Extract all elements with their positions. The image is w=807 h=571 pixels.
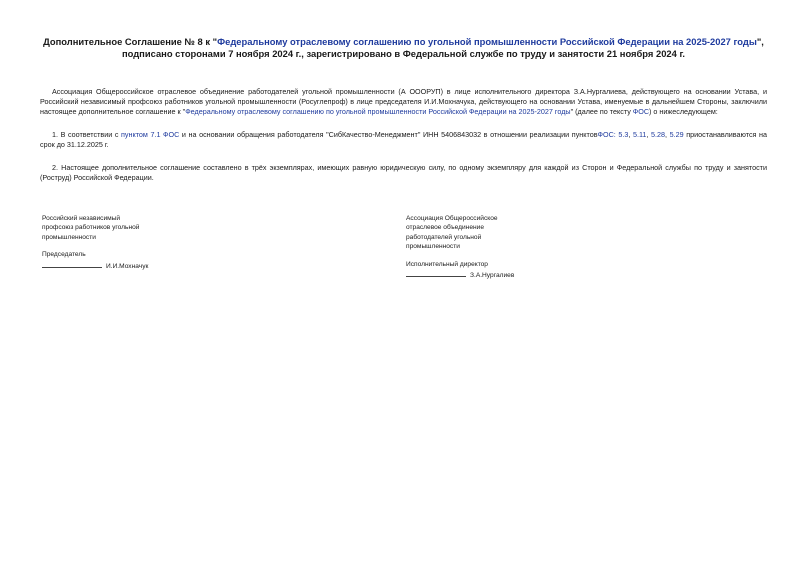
signature-block-left: [42, 214, 222, 271]
signatory-role-right: Исполнительный директор: [406, 260, 488, 268]
clause-1-text-2: и на основании обращения работодателя "СибКачество-Менеджмент" ИНН 5406843032 в отношении реализации пунктов: [179, 130, 598, 139]
signatory-name-left: И.И.Мохначук: [106, 262, 149, 270]
preamble-paragraph: [40, 87, 767, 117]
signature-underline: [42, 267, 102, 268]
signatory-org-right: Ассоциация Общероссийское отраслевое объединение работодателей угольной промышленности: [406, 215, 498, 251]
title-agreement-link[interactable]: Федеральному отраслевому соглашению по угольной промышленности Российской Федерации на 2025-2027 годы: [217, 36, 757, 47]
preamble-text-3: ) о нижеследующем:: [649, 107, 718, 116]
title-registration-line: подписано сторонами 7 ноября 2024 г., зарегистрировано в Федеральной службе по труду и занятости 21 ноября 2024 г.: [121, 48, 686, 59]
clause-7-1-link[interactable]: пунктом 7.1 ФОС: [121, 130, 180, 139]
preamble-fos-link[interactable]: ФОС: [632, 107, 650, 116]
signature-line-left: [42, 262, 222, 271]
clause-1-text: 1. В соответствии с: [52, 130, 122, 139]
signature-line-right: [406, 271, 586, 280]
fos-5-3-link[interactable]: ФОС: 5.3: [597, 130, 629, 139]
preamble-text-2: " (далее по тексту: [570, 107, 633, 116]
fos-5-11-link[interactable]: 5.11: [632, 130, 647, 139]
preamble-text: Ассоциация Общероссийское отраслевое объединение работодателей угольной промышленности (А ОООРУП) в лице исполнительного директора З.А.Нургалиева, действующего на основании Устава, и Российский независимый профсоюз работников угольной промышленности (Росуглепроф) в лице председателя И.И.Мохначука, действующего на основании Устава, именуемые в дальнейшем Стороны, заключили настоящее дополнительное соглашение к ": [40, 87, 767, 116]
clause-2-paragraph: 2. Настоящее дополнительное соглашение составлено в трёх экземплярах, имеющих равную юридическую силу, по одному экземпляру для каждой из Сторон и Федеральной службы по труду и занятости (Роструд) Российской Федерации.: [40, 163, 767, 182]
fos-5-28-link[interactable]: 5.28: [651, 130, 666, 139]
title-suffix: ",: [756, 36, 764, 47]
signatory-name-right: З.А.Нургалиев: [470, 272, 515, 280]
signatory-org-left: Российский независимый профсоюз работников угольной промышленности: [42, 215, 140, 241]
document-title: [40, 36, 767, 60]
fos-5-29-link[interactable]: 5.29: [669, 130, 684, 139]
separator: ,: [628, 130, 633, 139]
clause-1-paragraph: [40, 130, 767, 150]
title-prefix: Дополнительное Соглашение № 8 к ": [43, 36, 218, 47]
signature-underline: [406, 276, 466, 277]
separator: ,: [665, 130, 670, 139]
preamble-agreement-link[interactable]: Федеральному отраслевому соглашению по угольной промышленности Российской Федерации на 2025-2027 годы: [185, 107, 571, 116]
separator: ,: [646, 130, 652, 139]
clause-1-text-3: приостанавливаются на срок до 31.12.2025 г.: [40, 130, 768, 149]
signature-block-right: [406, 214, 586, 280]
signatory-role-left: Председатель: [42, 251, 86, 259]
document-body: [40, 87, 767, 183]
